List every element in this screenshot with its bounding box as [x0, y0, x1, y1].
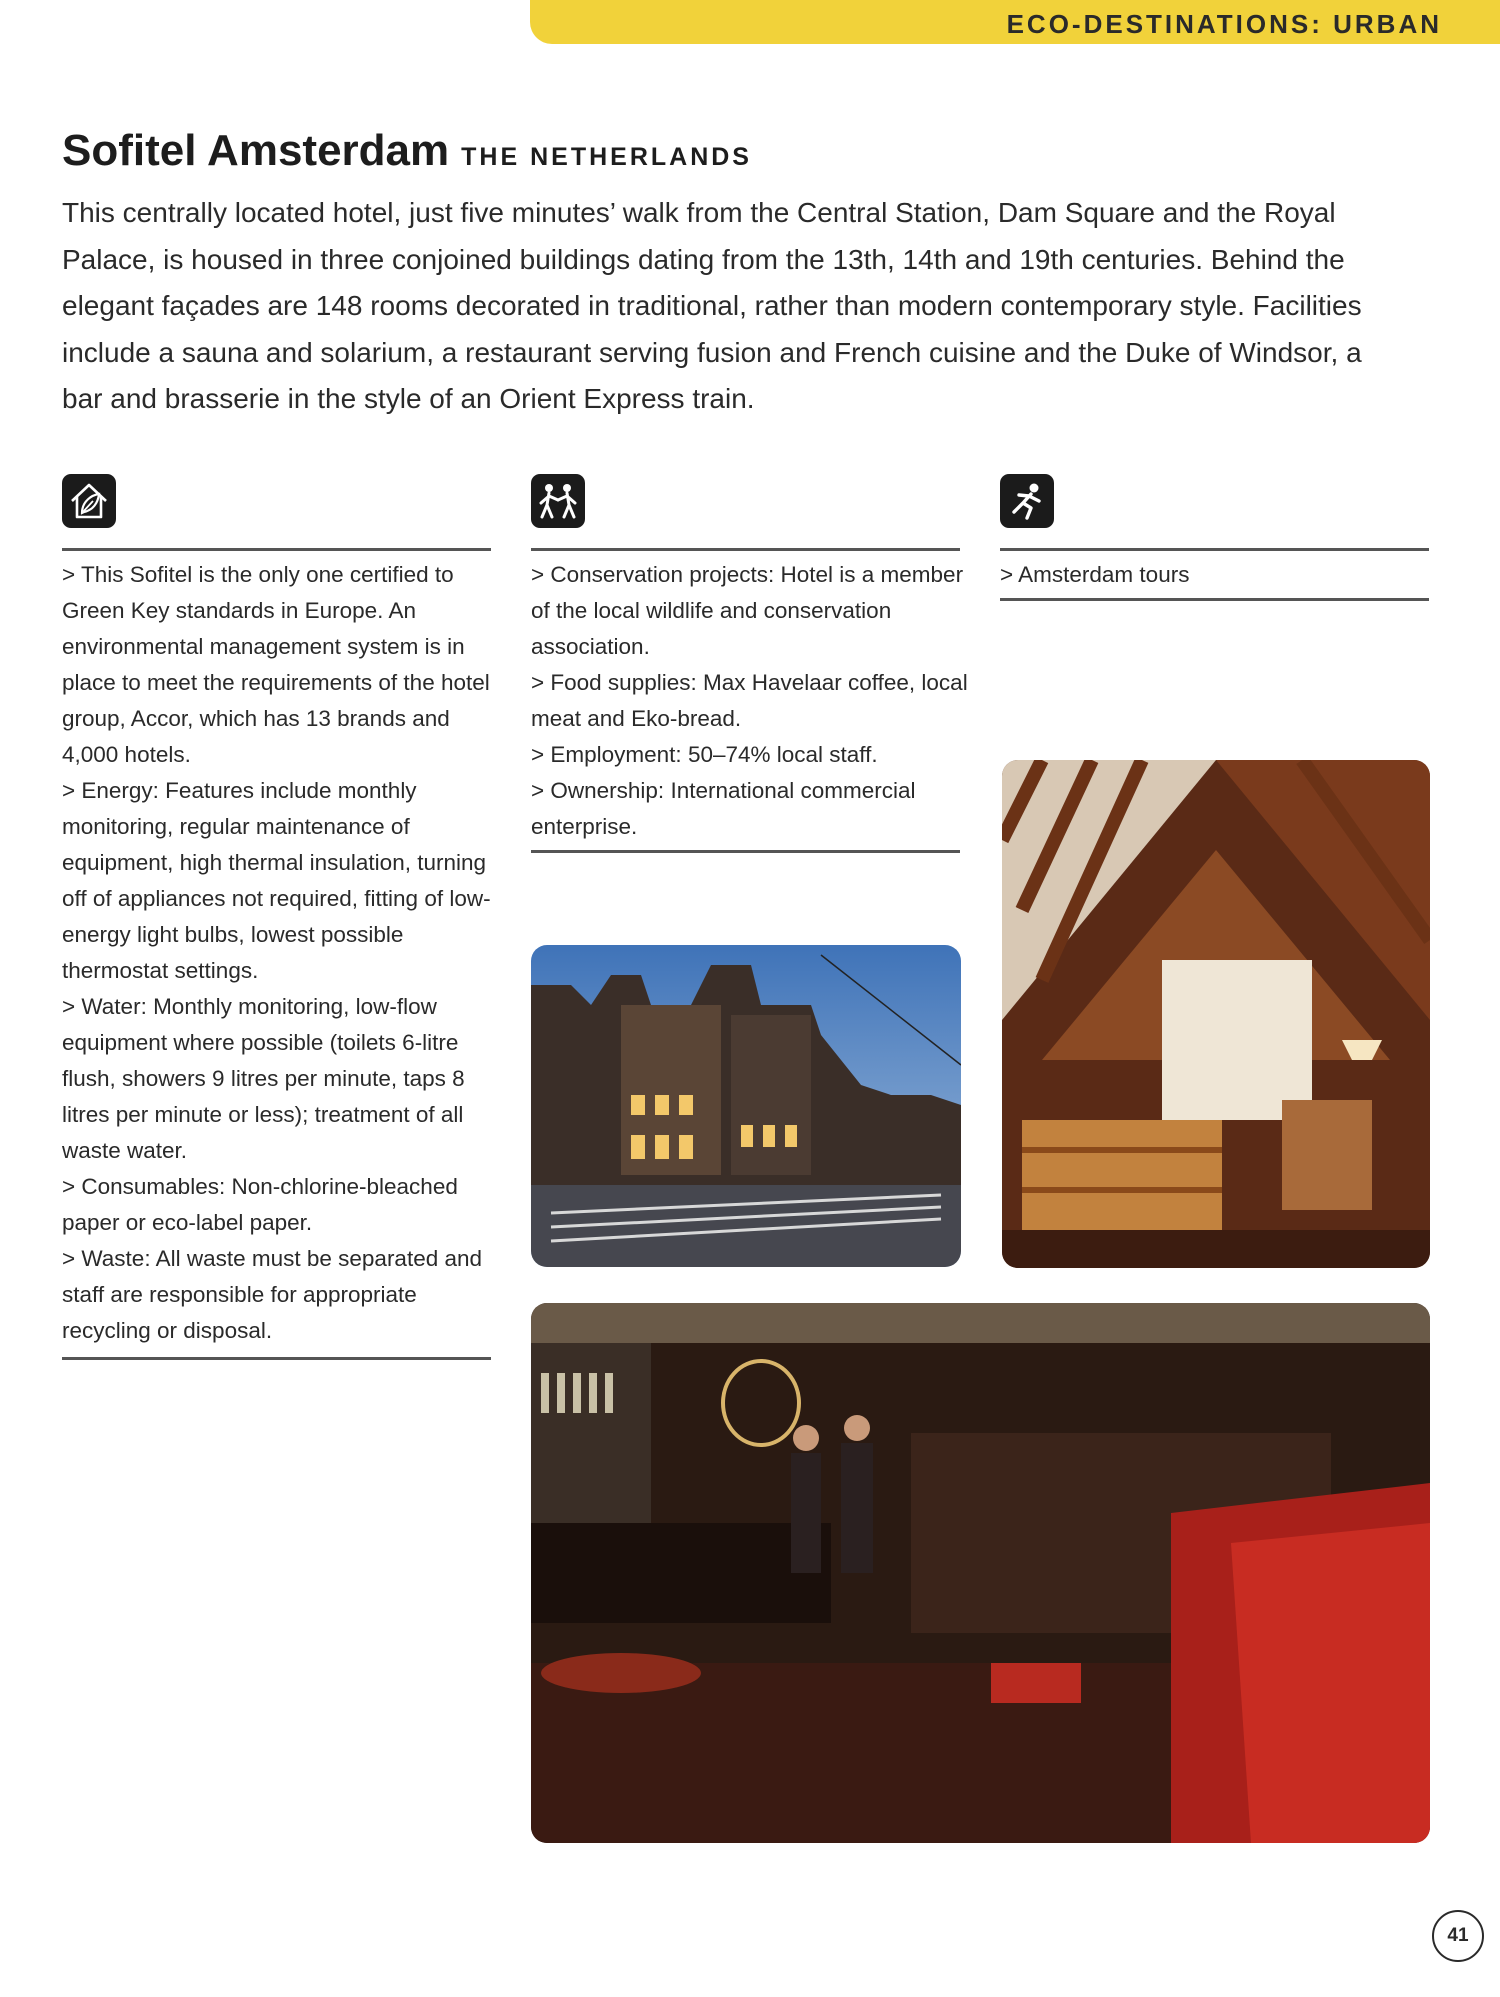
list-item: > Food supplies: Max Havelaar coffee, local meat and Eko-bread. [531, 670, 968, 731]
hotel-name: Sofitel Amsterdam [62, 126, 450, 175]
hotel-bar-photo [531, 1303, 1430, 1843]
runner-icon [1000, 474, 1054, 528]
list-item: > Consumables: Non-chlorine-bleached paper or eco-label paper. [62, 1174, 458, 1235]
hotel-room-photo [1002, 760, 1430, 1268]
list-item: > Water: Monthly monitoring, low-flow equipment where possible (toilets 6-litre flush, showers 9 litres per minute, taps 8 litres per minute or less); treatment of all waste water. [62, 994, 465, 1163]
intro-paragraph: This centrally located hotel, just five minutes’ walk from the Central Station, Dam Square and the Royal Palace, is housed in three conjoined buildings dating from the 13th, 14th and 19th centuries. Behind the elegant façades are 148 rooms decorated in traditional, rather than modern contemporary style. Facilities include a sauna and solarium, a restaurant serving fusion and French cuisine and the Duke of Windsor, a bar and brasserie in the style of an Orient Express train. [62, 197, 1362, 414]
column-divider-top [1000, 548, 1429, 551]
column-divider-top [62, 548, 491, 551]
column-divider-bottom [1000, 598, 1429, 601]
list-item: > Waste: All waste must be separated and staff are responsible for appropriate recycling or disposal. [62, 1246, 483, 1343]
activities-column [1000, 557, 1430, 593]
country-name: THE NETHERLANDS [461, 143, 752, 171]
page-number: 41 [1432, 1910, 1484, 1962]
people-icon [531, 474, 585, 528]
community-column [531, 557, 971, 845]
list-item: > Energy: Features include monthly monitoring, regular maintenance of equipment, high thermal insulation, turning off of appliances not required, fitting of low-energy light bulbs, lowest possible thermostat settings. [62, 778, 491, 983]
list-item: > This Sofitel is the only one certified to Green Key standards in Europe. An environmental management system is in place to meet the requirements of the hotel group, Accor, which has 13 brands and 4,000 hotels. [62, 562, 490, 767]
environment-column [62, 557, 492, 1349]
column-divider-bottom [531, 850, 960, 853]
house-leaf-icon [62, 474, 116, 528]
list-item: > Amsterdam tours [1000, 562, 1190, 587]
section-header-tab [530, 0, 1500, 44]
column-divider-bottom [62, 1357, 491, 1360]
column-divider-top [531, 548, 960, 551]
section-label: ECO-DESTINATIONS: URBAN [1006, 9, 1442, 39]
list-item: > Conservation projects: Hotel is a member of the local wildlife and conservation association. [531, 562, 964, 659]
list-item: > Ownership: International commercial enterprise. [531, 778, 916, 839]
hotel-exterior-photo [531, 945, 961, 1267]
page-title [62, 126, 752, 176]
list-item: > Employment: 50–74% local staff. [531, 742, 878, 767]
